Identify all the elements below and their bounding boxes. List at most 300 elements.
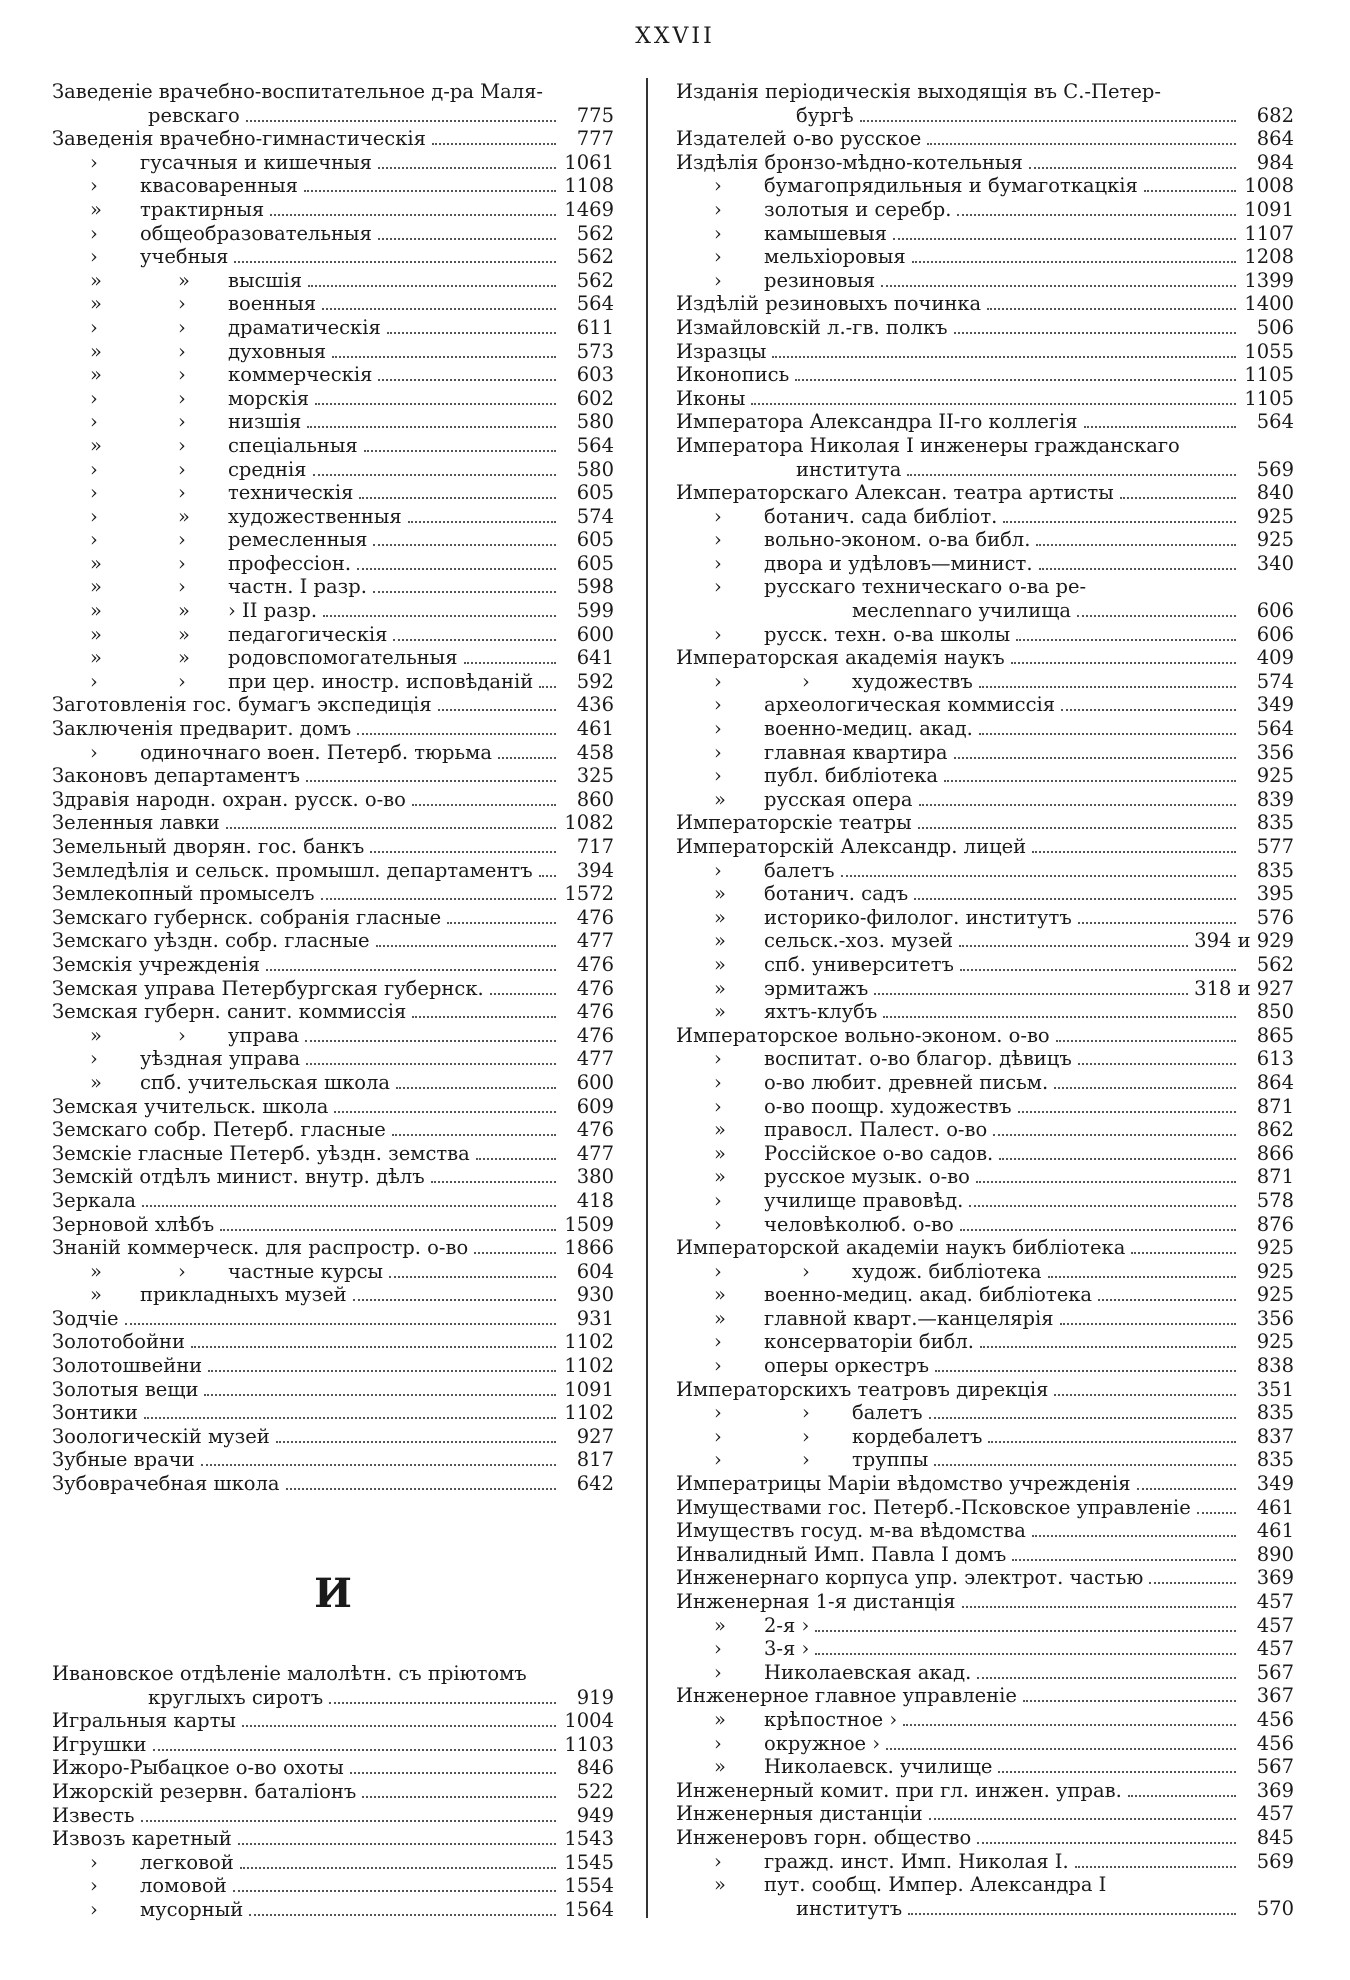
index-entry bbox=[52, 151, 614, 175]
dot-leader bbox=[438, 709, 556, 711]
ditto-marks bbox=[676, 1213, 764, 1237]
index-entry bbox=[52, 1283, 614, 1307]
ditto-mark: » bbox=[714, 952, 726, 976]
dot-leader bbox=[362, 1796, 556, 1798]
ditto-mark: › bbox=[714, 1330, 722, 1354]
ditto-mark: › bbox=[714, 1354, 722, 1378]
entry-text: Зеркала bbox=[52, 1188, 136, 1212]
entry-text: оперы оркестръ bbox=[764, 1354, 930, 1378]
page-ref: 562 bbox=[576, 268, 614, 292]
index-entry bbox=[52, 245, 614, 269]
index-entry bbox=[676, 387, 1294, 411]
dot-leader bbox=[305, 1040, 556, 1042]
page-ref: 864 bbox=[1256, 1070, 1294, 1094]
entry-text: профессіон. bbox=[228, 551, 352, 575]
entry-text: Николаевск. училище bbox=[764, 1755, 993, 1779]
page-ref: 919 bbox=[576, 1685, 614, 1709]
index-entry bbox=[676, 882, 1294, 906]
dot-leader bbox=[795, 379, 1236, 381]
entry-text: круглыхъ сиротъ bbox=[148, 1685, 324, 1709]
ditto-mark: » bbox=[714, 1613, 726, 1637]
index-entry bbox=[52, 1330, 614, 1354]
dot-leader bbox=[270, 214, 556, 216]
index-entry bbox=[676, 1472, 1294, 1496]
ditto-marks bbox=[52, 1071, 140, 1095]
page-ref: 835 bbox=[1256, 811, 1294, 835]
ditto-mark: › bbox=[90, 245, 98, 269]
entry-text: о-во поощр. художествъ bbox=[764, 1094, 1012, 1118]
ditto-marks bbox=[52, 1874, 140, 1898]
page-ref: 570 bbox=[1256, 1896, 1294, 1920]
index-entry bbox=[676, 151, 1294, 175]
ditto-mark: » bbox=[90, 363, 102, 387]
dot-leader bbox=[432, 143, 556, 145]
entry-text: Золотыя вещи bbox=[52, 1377, 199, 1401]
page-ref: 574 bbox=[1256, 669, 1294, 693]
ditto-mark: » bbox=[714, 976, 726, 1000]
index-entry bbox=[676, 741, 1294, 765]
index-entry bbox=[52, 363, 614, 387]
dot-leader bbox=[903, 1724, 1236, 1726]
ditto-marks bbox=[676, 222, 764, 246]
dot-leader bbox=[1012, 1559, 1236, 1561]
index-entry bbox=[676, 1425, 1294, 1449]
page-ref: 866 bbox=[1256, 1141, 1294, 1165]
entry-text: Издѣлій резиновыхъ починка bbox=[676, 292, 982, 316]
dot-leader bbox=[476, 1158, 556, 1160]
entry-text: Зеленныя лавки bbox=[52, 811, 220, 835]
dot-leader bbox=[1077, 615, 1236, 617]
dot-leader bbox=[1120, 497, 1236, 499]
ditto-marks bbox=[52, 269, 228, 293]
entry-text: частные курсы bbox=[228, 1259, 384, 1283]
entry-text: воспитат. о-во благор. дѣвицъ bbox=[764, 1047, 1072, 1071]
entry-text: Игральныя карты bbox=[52, 1709, 236, 1733]
ditto-mark: » bbox=[714, 1755, 726, 1779]
index-entry bbox=[676, 269, 1294, 293]
page-ref: 1091 bbox=[564, 1377, 614, 1401]
index-entry bbox=[52, 1686, 614, 1710]
dot-leader bbox=[886, 1748, 1236, 1750]
dot-leader bbox=[1137, 1488, 1236, 1490]
dot-leader bbox=[373, 591, 556, 593]
page-ref: 562 bbox=[576, 245, 614, 269]
page-ref: 461 bbox=[1256, 1495, 1294, 1519]
index-entry bbox=[676, 977, 1294, 1001]
page-ref: 1108 bbox=[564, 174, 614, 198]
entry-text: среднія bbox=[228, 457, 307, 481]
entry-text: Императора Александра II-го коллегія bbox=[676, 410, 1078, 434]
dot-leader bbox=[976, 1181, 1236, 1183]
dot-leader bbox=[1098, 1299, 1236, 1301]
dot-leader bbox=[912, 261, 1236, 263]
ditto-mark: › bbox=[714, 1259, 722, 1283]
ditto-marks bbox=[52, 410, 228, 434]
page-ref: 984 bbox=[1256, 150, 1294, 174]
index-entry bbox=[676, 717, 1294, 741]
page-ref: 369 bbox=[1256, 1778, 1294, 1802]
dot-leader bbox=[208, 1370, 556, 1372]
entry-text: Золотобойни bbox=[52, 1330, 186, 1354]
ditto-marks bbox=[52, 434, 228, 458]
entry-text: Императорскаго Алексан. театра артисты bbox=[676, 481, 1114, 505]
index-entry bbox=[676, 693, 1294, 717]
entry-text: ботанич. сада библіот. bbox=[764, 504, 998, 528]
ditto-marks bbox=[52, 528, 228, 552]
entry-text: Известь bbox=[52, 1803, 135, 1827]
dot-leader bbox=[412, 804, 556, 806]
entry-text: одиночнаго воен. Петерб. тюрьма bbox=[140, 740, 492, 764]
page-ref: 603 bbox=[576, 363, 614, 387]
entry-text: Законовъ департаментъ bbox=[52, 764, 300, 788]
index-entry bbox=[52, 458, 614, 482]
ditto-marks bbox=[676, 552, 764, 576]
dot-leader bbox=[238, 1843, 556, 1845]
entry-text: Земскаго собр. Петерб. гласные bbox=[52, 1118, 386, 1142]
index-entry bbox=[676, 1165, 1294, 1189]
dot-leader bbox=[1060, 1323, 1236, 1325]
ditto-marks bbox=[676, 528, 764, 552]
index-entry bbox=[676, 1213, 1294, 1237]
entry-text: Измайловскій л.-гв. полкъ bbox=[676, 315, 948, 339]
ditto-mark: » bbox=[90, 292, 102, 316]
index-entry bbox=[676, 1873, 1294, 1897]
page-ref: 839 bbox=[1256, 787, 1294, 811]
entry-text: спб. университетъ bbox=[764, 952, 954, 976]
index-entry bbox=[52, 1827, 614, 1851]
dot-leader bbox=[929, 1417, 1237, 1419]
index-entry bbox=[52, 1425, 614, 1449]
ditto-marks bbox=[676, 505, 764, 529]
page-ref: 925 bbox=[1256, 1330, 1294, 1354]
ditto-mark: › bbox=[714, 1401, 722, 1425]
entry-text: трактирныя bbox=[140, 197, 265, 221]
index-entry bbox=[52, 953, 614, 977]
dot-leader bbox=[993, 1134, 1236, 1136]
ditto-mark: › bbox=[90, 1047, 98, 1071]
page-ref: 457 bbox=[1256, 1637, 1294, 1661]
index-entry bbox=[676, 859, 1294, 883]
page-ref: 476 bbox=[576, 1023, 614, 1047]
index-entry bbox=[52, 623, 614, 647]
entry-text: бумагопрядильныя и бумаготкацкія bbox=[764, 174, 1138, 198]
page-ref: 356 bbox=[1256, 1306, 1294, 1330]
page-ref: 927 bbox=[576, 1424, 614, 1448]
dot-leader bbox=[960, 969, 1236, 971]
index-entry bbox=[52, 1047, 614, 1071]
dot-leader bbox=[1054, 1394, 1236, 1396]
entry-text: спб. учительская школа bbox=[140, 1070, 391, 1094]
index-entry bbox=[52, 127, 614, 151]
index-entry bbox=[676, 458, 1294, 482]
dot-leader bbox=[918, 827, 1236, 829]
ditto-mark: › bbox=[714, 504, 722, 528]
dot-leader bbox=[881, 285, 1236, 287]
dot-leader bbox=[751, 403, 1236, 405]
dot-leader bbox=[313, 474, 557, 476]
page-ref: 845 bbox=[1256, 1825, 1294, 1849]
page-ref: 1008 bbox=[1244, 174, 1294, 198]
dot-leader bbox=[315, 403, 556, 405]
index-entry bbox=[52, 1378, 614, 1402]
ditto-marks bbox=[52, 151, 140, 175]
ditto-marks bbox=[676, 929, 764, 953]
page-ref: 864 bbox=[1256, 127, 1294, 151]
page-ref: 476 bbox=[576, 1118, 614, 1142]
entry-text: Николаевская акад. bbox=[764, 1660, 972, 1684]
ditto-mark: » bbox=[714, 1873, 726, 1897]
page-ref: 876 bbox=[1256, 1212, 1294, 1236]
ditto-mark: › bbox=[714, 1212, 722, 1236]
ditto-mark: › bbox=[178, 528, 186, 552]
ditto-mark: » bbox=[178, 504, 190, 528]
dot-leader bbox=[1016, 639, 1236, 641]
page-ref: 837 bbox=[1256, 1424, 1294, 1448]
entry-text: кордебалетъ bbox=[852, 1424, 983, 1448]
index-entry bbox=[676, 1401, 1294, 1425]
dot-leader bbox=[350, 1772, 556, 1774]
ditto-marks bbox=[52, 1024, 228, 1048]
page-ref: 1004 bbox=[564, 1709, 614, 1733]
dot-leader bbox=[977, 1842, 1236, 1844]
entry-text: человѣколюб. о-во bbox=[764, 1212, 954, 1236]
ditto-marks bbox=[676, 1165, 764, 1189]
ditto-mark: › bbox=[90, 669, 98, 693]
index-entry bbox=[676, 222, 1294, 246]
page-ref: 1400 bbox=[1244, 292, 1294, 316]
index-entry bbox=[676, 599, 1294, 623]
dot-leader bbox=[378, 238, 556, 240]
index-entry bbox=[676, 1708, 1294, 1732]
page-ref: 931 bbox=[576, 1306, 614, 1330]
index-entry bbox=[676, 1684, 1294, 1708]
ditto-mark: › bbox=[178, 410, 186, 434]
dot-leader bbox=[276, 1441, 556, 1443]
ditto-mark: › bbox=[178, 433, 186, 457]
dot-leader bbox=[1032, 1535, 1236, 1537]
ditto-mark: › bbox=[90, 740, 98, 764]
ditto-mark: › bbox=[90, 1897, 98, 1921]
ditto-marks bbox=[676, 1330, 764, 1354]
index-entry bbox=[52, 80, 614, 104]
page-ref: 351 bbox=[1256, 1377, 1294, 1401]
entry-text: военныя bbox=[228, 292, 317, 316]
entry-text: мельхіоровыя bbox=[764, 245, 906, 269]
index-entry bbox=[52, 1662, 614, 1686]
page-ref: 476 bbox=[576, 1000, 614, 1024]
dot-leader bbox=[908, 1913, 1236, 1915]
index-entry bbox=[52, 1024, 614, 1048]
dot-leader bbox=[306, 1063, 556, 1065]
ditto-marks bbox=[676, 1708, 764, 1732]
index-entry bbox=[52, 528, 614, 552]
index-entry bbox=[676, 670, 1294, 694]
ditto-mark: › bbox=[178, 575, 186, 599]
ditto-mark: › bbox=[714, 575, 722, 599]
ditto-marks bbox=[52, 623, 228, 647]
entry-text: педагогическія bbox=[228, 622, 388, 646]
dot-leader bbox=[378, 379, 556, 381]
ditto-marks bbox=[52, 599, 228, 623]
ditto-marks bbox=[52, 245, 140, 269]
index-entry bbox=[676, 1732, 1294, 1756]
page-ref: 569 bbox=[1256, 1849, 1294, 1873]
page-ref: 1102 bbox=[564, 1330, 614, 1354]
page-ref: 835 bbox=[1256, 1401, 1294, 1425]
index-entry bbox=[676, 174, 1294, 198]
page-ref: 925 bbox=[1256, 1259, 1294, 1283]
dot-leader bbox=[226, 827, 556, 829]
ditto-mark: › bbox=[714, 174, 722, 198]
entry-text: худож. библіотека bbox=[852, 1259, 1042, 1283]
ditto-marks bbox=[676, 1755, 764, 1779]
dot-leader bbox=[927, 143, 1236, 145]
index-entry bbox=[676, 528, 1294, 552]
dot-leader bbox=[987, 308, 1236, 310]
page-ref: 871 bbox=[1256, 1094, 1294, 1118]
dot-leader bbox=[815, 1653, 1236, 1655]
ditto-mark: › bbox=[714, 1637, 722, 1661]
index-entry bbox=[676, 646, 1294, 670]
index-entry bbox=[676, 1566, 1294, 1590]
ditto-marks bbox=[52, 646, 228, 670]
dot-leader bbox=[1128, 1795, 1236, 1797]
ditto-marks bbox=[52, 316, 228, 340]
dot-leader bbox=[266, 969, 556, 971]
entry-text: Земскія учрежденія bbox=[52, 952, 261, 976]
page-ref: 349 bbox=[1256, 693, 1294, 717]
dot-leader bbox=[490, 993, 556, 995]
ditto-marks bbox=[52, 1283, 140, 1307]
ditto-mark: › bbox=[714, 858, 722, 882]
entry-text: ревскаго bbox=[148, 103, 240, 127]
page-ref: 871 bbox=[1256, 1165, 1294, 1189]
entry-text: золотыя и серебр. bbox=[764, 197, 952, 221]
index-entry bbox=[52, 1118, 614, 1142]
page-ref: 562 bbox=[1256, 952, 1294, 976]
dot-leader bbox=[1029, 167, 1236, 169]
entry-text: Зонтики bbox=[52, 1401, 138, 1425]
entry-text: Имуществъ госуд. м-ва вѣдомства bbox=[676, 1519, 1026, 1543]
dot-leader bbox=[914, 898, 1236, 900]
ditto-marks bbox=[52, 1047, 140, 1071]
index-entry bbox=[676, 1448, 1294, 1472]
index-entry bbox=[52, 1354, 614, 1378]
entry-text: главная квартира bbox=[764, 740, 948, 764]
page-ref: 1543 bbox=[564, 1827, 614, 1851]
ditto-mark: › bbox=[90, 528, 98, 552]
ditto-marks bbox=[676, 174, 764, 198]
dot-leader bbox=[332, 356, 556, 358]
entry-text: ремесленныя bbox=[228, 528, 368, 552]
index-entry bbox=[52, 741, 614, 765]
index-entry bbox=[52, 1307, 614, 1331]
dot-leader bbox=[1144, 190, 1236, 192]
entry-text: высшія bbox=[228, 268, 303, 292]
ditto-mark: » bbox=[714, 1306, 726, 1330]
index-entry bbox=[52, 1189, 614, 1213]
entry-text: морскія bbox=[228, 386, 310, 410]
page-number: XXVII bbox=[635, 24, 715, 49]
index-entry bbox=[676, 340, 1294, 364]
ditto-marks bbox=[676, 741, 764, 765]
page-ref: 1208 bbox=[1244, 245, 1294, 269]
dot-leader bbox=[373, 544, 556, 546]
dot-leader bbox=[962, 1606, 1236, 1608]
left-column-top bbox=[52, 80, 614, 1496]
entry-text: бургѣ bbox=[796, 103, 854, 127]
dot-leader bbox=[125, 1323, 556, 1325]
page-ref: 605 bbox=[576, 551, 614, 575]
entry-text: двора и удѣловъ—минист. bbox=[764, 551, 1033, 575]
page-ref: 340 bbox=[1256, 551, 1294, 575]
entry-text: меслennаго училища bbox=[852, 599, 1071, 623]
ditto-marks bbox=[676, 1354, 764, 1378]
ditto-mark: › bbox=[90, 1850, 98, 1874]
index-entry bbox=[676, 1897, 1294, 1921]
ditto-mark: › bbox=[178, 1023, 186, 1047]
entry-text: консерваторіи библ. bbox=[764, 1330, 974, 1354]
index-entry bbox=[52, 859, 614, 883]
dot-leader bbox=[321, 898, 556, 900]
entry-text: труппы bbox=[852, 1448, 929, 1472]
dot-leader bbox=[329, 1702, 556, 1704]
ditto-mark: › bbox=[714, 268, 722, 292]
entry-text: балетъ bbox=[764, 858, 835, 882]
entry-text: камышевыя bbox=[764, 221, 887, 245]
entry-text: Инженерное главное управленіе bbox=[676, 1684, 1017, 1708]
ditto-mark: › bbox=[714, 669, 722, 693]
ditto-mark: » bbox=[714, 787, 726, 811]
ditto-marks bbox=[52, 481, 228, 505]
index-entry bbox=[676, 481, 1294, 505]
index-entry bbox=[52, 693, 614, 717]
index-entry bbox=[676, 245, 1294, 269]
entry-text: Инженерный комит. при гл. инжен. управ. bbox=[676, 1778, 1122, 1802]
dot-leader bbox=[1084, 426, 1236, 428]
page-ref: 862 bbox=[1256, 1118, 1294, 1142]
page-ref: 394 и 929 bbox=[1194, 929, 1294, 953]
page-ref: 457 bbox=[1256, 1590, 1294, 1613]
index-entry bbox=[52, 882, 614, 906]
page-ref: 409 bbox=[1256, 646, 1294, 670]
index-entry bbox=[676, 434, 1294, 458]
dot-leader bbox=[359, 497, 556, 499]
entry-text: Императорская академія наукъ bbox=[676, 646, 1005, 670]
dot-leader bbox=[957, 214, 1236, 216]
ditto-mark: › bbox=[802, 1401, 810, 1425]
entry-text: Знаній коммерческ. для распростр. о-во bbox=[52, 1236, 469, 1260]
index-entry bbox=[52, 481, 614, 505]
entry-text: духовныя bbox=[228, 339, 327, 363]
page-ref: 606 bbox=[1256, 599, 1294, 623]
ditto-mark: › bbox=[178, 363, 186, 387]
index-entry bbox=[676, 1661, 1294, 1685]
page-ref: 777 bbox=[576, 127, 614, 151]
ditto-marks bbox=[52, 1898, 140, 1922]
entry-text: Издѣлія бронзо-мѣдно-котельныя bbox=[676, 150, 1023, 174]
page-ref: 476 bbox=[576, 976, 614, 1000]
page-ref: 1554 bbox=[564, 1874, 614, 1898]
page-ref: 850 bbox=[1256, 1000, 1294, 1024]
page-ref: 418 bbox=[576, 1188, 614, 1212]
right-column bbox=[676, 80, 1294, 1920]
page-ref: 456 bbox=[1256, 1707, 1294, 1731]
entry-text: яхтъ-клубъ bbox=[764, 1000, 878, 1024]
ditto-marks bbox=[676, 1401, 852, 1425]
page-ref: 1102 bbox=[564, 1401, 614, 1425]
ditto-mark: › bbox=[714, 528, 722, 552]
